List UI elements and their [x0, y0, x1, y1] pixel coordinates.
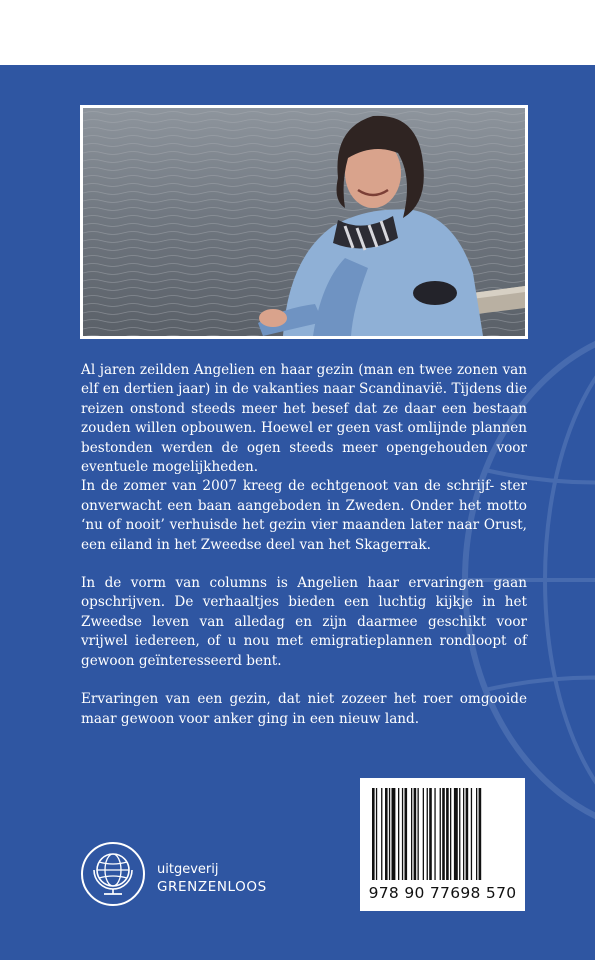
barcode-bar: [476, 788, 477, 880]
isbn-barcode: [360, 778, 525, 911]
barcode-bar: [398, 788, 399, 880]
barcode-bar: [446, 788, 449, 880]
barcode-bar: [429, 788, 432, 880]
top-white-strip: [0, 0, 595, 65]
blurb-paragraph: Al jaren zeilden Angelien en haar gezin (man en twee zonen van elf en dertien jaar) in de vakanties naar Scandinavië. Tijdens die reizen onstond steeds meer het besef dat ze daar een bestaan zouden willen opbouwen. Hoewel er geen vast omlijnde plannen bestonden werden de ogen steeds meer opengehouden voor eventuele mogelijkheden.: [81, 362, 527, 476]
back-cover-blurb: [81, 361, 527, 729]
barcode-graphic: [370, 788, 515, 880]
blurb-paragraph: Ervaringen van een gezin, dat niet zozeer het roer omgooide maar gewoon voor anker ging in een nieuw land.: [81, 691, 527, 727]
isbn-number: 978 90 77698 570: [368, 884, 517, 902]
barcode-bar: [381, 788, 382, 880]
barcode-bar: [427, 788, 428, 880]
barcode-bar: [389, 788, 390, 880]
barcode-bar: [372, 788, 375, 880]
barcode-bar: [440, 788, 441, 880]
barcode-bar: [442, 788, 445, 880]
barcode-bar: [414, 788, 417, 880]
barcode-bar: [405, 788, 408, 880]
barcode-bar: [402, 788, 403, 880]
barcode-bar: [411, 788, 412, 880]
barcode-bar: [418, 788, 419, 880]
barcode-bar: [471, 788, 472, 880]
barcode-bar: [385, 788, 388, 880]
barcode-bar: [466, 788, 469, 880]
author-photo: [83, 108, 525, 336]
publisher-name-prefix: uitgeverij: [157, 862, 219, 877]
barcode-bar: [463, 788, 464, 880]
author-photo-frame: [80, 105, 528, 339]
globe-icon: [80, 841, 146, 907]
blurb-paragraph: In de zomer van 2007 kreeg de echtgenoot van de schrijf- ster onverwacht een baan aangeboden in Zweden. Onder het motto ‘nu of nooit’ verhuisde het gezin vier maanden later naar Orust, een eiland in het Zweedse deel van het Skagerrak.: [81, 478, 527, 553]
barcode-bar: [459, 788, 460, 880]
barcode-bar: [423, 788, 424, 880]
barcode-bar: [479, 788, 482, 880]
barcode-bar: [454, 788, 458, 880]
barcode-bar: [450, 788, 451, 880]
barcode-bar: [434, 788, 435, 880]
publisher-logo: [80, 841, 340, 911]
publisher-name: GRENZENLOOS: [157, 879, 267, 895]
barcode-bar: [376, 788, 377, 880]
barcode-bar: [392, 788, 396, 880]
blurb-paragraph: In de vorm van columns is Angelien haar ervaringen gaan opschrijven. De verhaaltjes bieden een luchtig kijkje in het Zweedse leven van alledag en zijn daarmee geschikt voor vrijwel iedereen, of u nou met emigratieplannen rondloopt of gewoon geïnteresseerd bent.: [81, 575, 527, 669]
back-cover: [0, 65, 595, 960]
